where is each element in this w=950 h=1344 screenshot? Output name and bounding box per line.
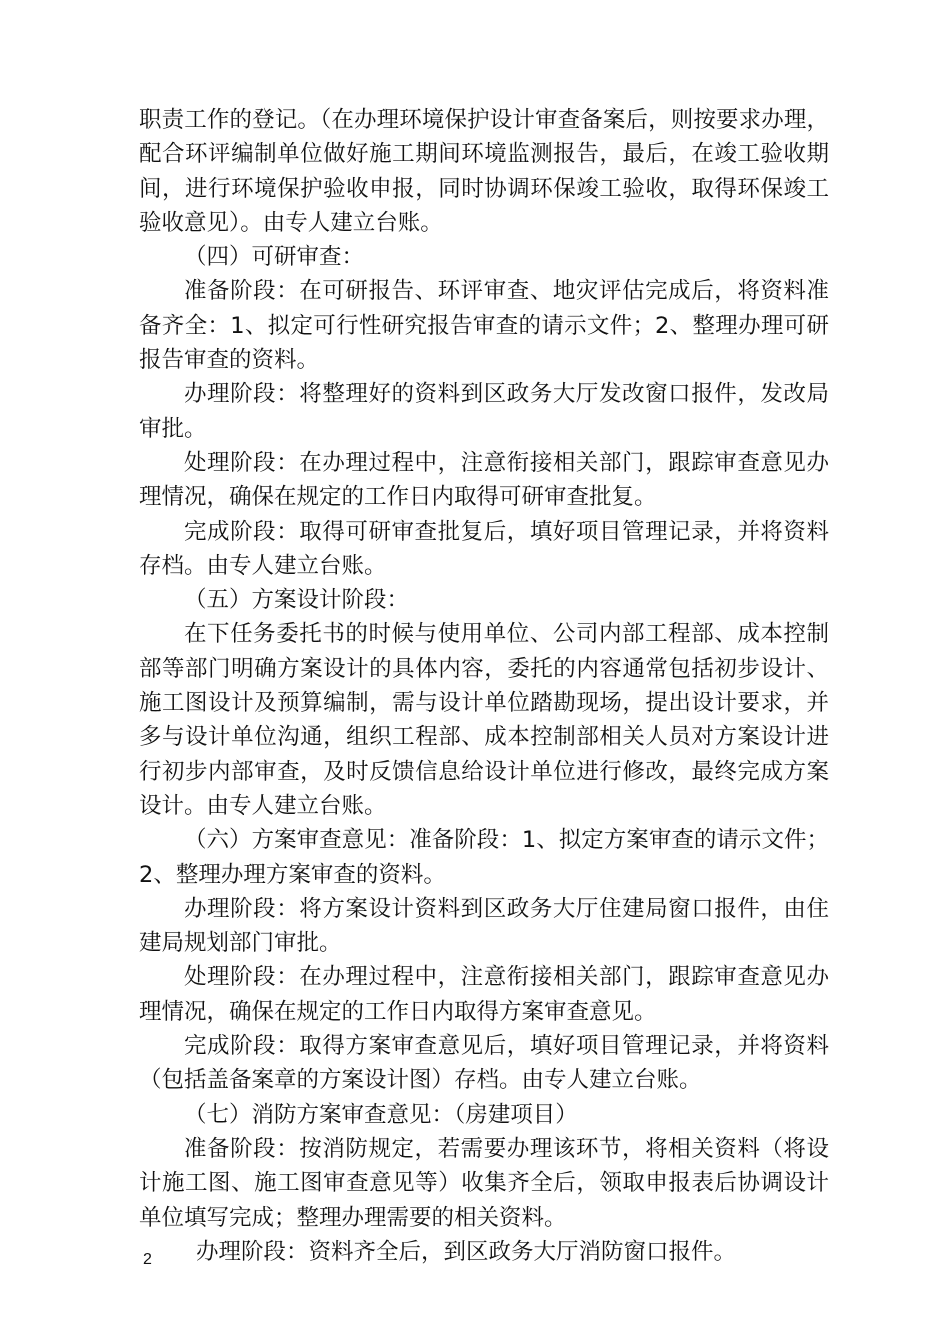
paragraph-environmental-registration: 职责工作的登记。（在办理环境保护设计审查备案后，则按要求办理，配合环评编制单位做好施工期间环境监测报告，最后，在竣工验收期间，进行环境保护验收申报，同时协调环保竣工验收，取得环保竣工验收意见）。由专人建立台账。 [139,107,829,236]
paragraph-feasibility-processing: 处理阶段：在办理过程中，注意衔接相关部门，跟踪审查意见办理情况，确保在规定的工作日内取得可研审查批复。 [139,449,829,511]
paragraph-scheme-design: 在下任务委托书的时候与使用单位、公司内部工程部、成本控制部等部门明确方案设计的具体内容，委托的内容通常包括初步设计、施工图设计及预算编制，需与设计单位踏勘现场，提出设计要求，并多与设计单位沟通，组织工程部、成本控制部相关人员对方案设计进行初步内部审查，及时反馈信息给设计单位进行修改，最终完成方案设计。由专人建立台账。 [139,621,829,819]
heading-fire-review: （七）消防方案审查意见：（房建项目） [184,1101,578,1128]
paragraph-feasibility-preparation: 准备阶段：在可研报告、环评审查、地灾评估完成后，将资料准备齐全：1、拟定可行性研究报告审查的请示文件；2、整理办理可研报告审查的资料。 [139,278,829,374]
paragraph-fire-submission: 办理阶段：资料齐全后，到区政务大厅消防窗口报件。 [196,1238,737,1265]
paragraph-scheme-submission: 办理阶段：将方案设计资料到区政务大厅住建局窗口报件，由住建局规划部门审批。 [139,895,829,957]
paragraph-scheme-processing: 处理阶段：在办理过程中，注意衔接相关部门，跟踪审查意见办理情况，确保在规定的工作日内取得方案审查意见。 [139,964,829,1025]
paragraph-scheme-completion: 完成阶段：取得方案审查意见后，填好项目管理记录，并将资料（包括盖备案章的方案设计图）存档。由专人建立台账。 [139,1033,829,1094]
paragraph-feasibility-completion: 完成阶段：取得可研审查批复后，填好项目管理记录，并将资料存档。由专人建立台账。 [139,518,829,579]
document-body [139,103,829,1269]
heading-scheme-review: （六）方案审查意见：准备阶段：1、拟定方案审查的请示文件；2、整理办理方案审查的资料。 [139,827,829,888]
paragraph-fire-preparation: 准备阶段：按消防规定，若需要办理该环节，将相关资料（将设计施工图、施工图审查意见等）收集齐全后，领取申报表后协调设计单位填写完成；整理办理需要的相关资料。 [139,1135,829,1231]
paragraph-feasibility-submission: 办理阶段：将整理好的资料到区政务大厅发改窗口报件，发改局审批。 [139,381,829,442]
page-number: 2 [143,1251,152,1268]
heading-scheme-design: （五）方案设计阶段： [184,587,410,614]
heading-feasibility-review: （四）可研审查： [184,244,365,271]
